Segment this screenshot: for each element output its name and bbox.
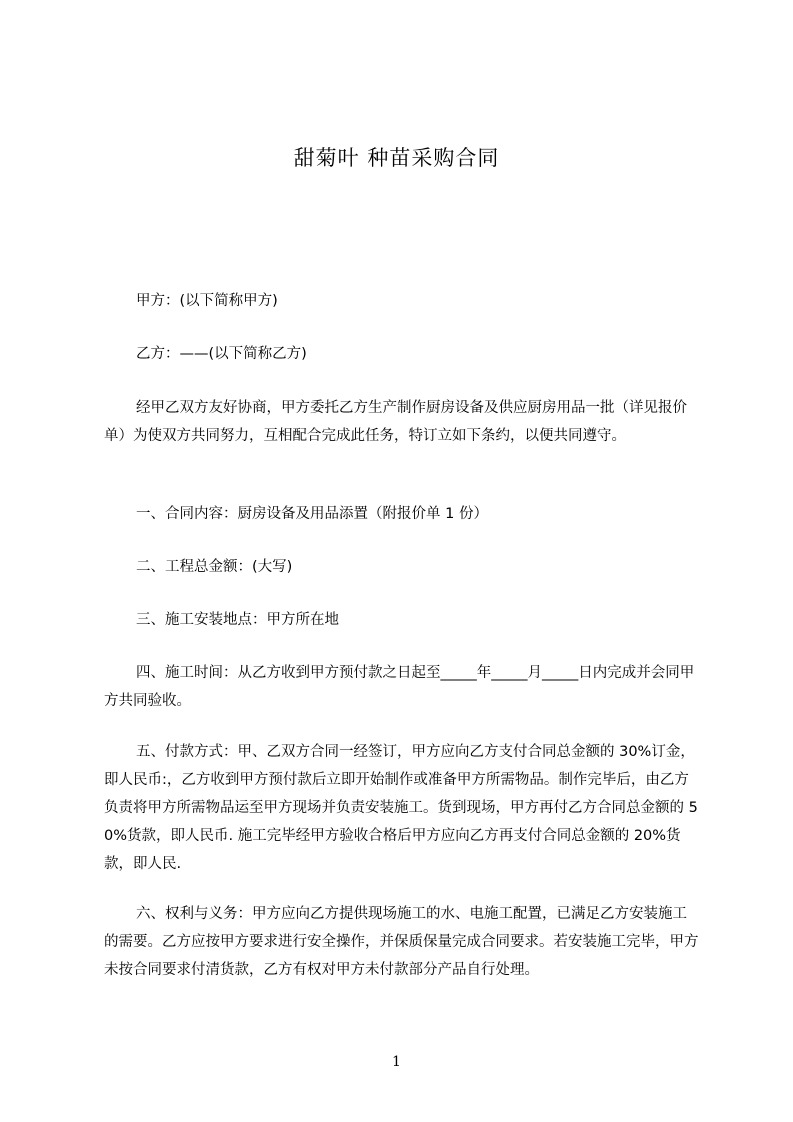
party-a-line: 甲方：(以下简称甲方) — [136, 293, 278, 309]
clause-payment-method: 五、付款方式：甲、乙双方合同一经签订，甲方应向乙方支付合同总金额的 30%订金，即人民币:，乙方收到甲方预付款后立即开始制作或准备甲方所需物品。制作完毕后，由乙方负责将甲方所需物品运至甲方现场并负责安装施工。货到现场，甲方再付乙方合同总金额的 50%货款，即人民币. 施工完毕经甲方验收合格后甲方应向乙方再支付合同总金额的 20%货款，即人民. — [104, 744, 698, 872]
party-b-line: 乙方：——(以下简称乙方) — [136, 346, 307, 362]
document-title: 甜菊叶 种苗采购合同 — [293, 146, 500, 170]
clause-contract-content: 一、合同内容：厨房设备及用品添置（附报价单 1 份） — [136, 506, 488, 522]
clause-install-location: 三、施工安装地点：甲方所在地 — [136, 612, 339, 628]
clause-construction-time: 四、施工时间：从乙方收到甲方预付款之日起至_____年_____月_____日内完成并会同甲方共同验收。 — [104, 665, 695, 709]
clause-rights-obligations: 六、权利与义务：甲方应向乙方提供现场施工的水、电施工配置，已满足乙方安装施工的需要。乙方应按甲方要求进行安全操作，并保质保量完成合同要求。若安装施工完毕，甲方未按合同要求付清货款，乙方有权对甲方未付款部分产品自行处理。 — [104, 906, 699, 978]
clause-total-amount: 二、工程总金额：(大写) — [136, 559, 293, 575]
intro-paragraph: 经甲乙双方友好协商，甲方委托乙方生产制作厨房设备及供应厨房用品一批（详见报价单）为使双方共同努力，互相配合完成此任务，特订立如下条约，以便共同遵守。 — [104, 400, 687, 444]
page-number: 1 — [392, 1054, 401, 1070]
